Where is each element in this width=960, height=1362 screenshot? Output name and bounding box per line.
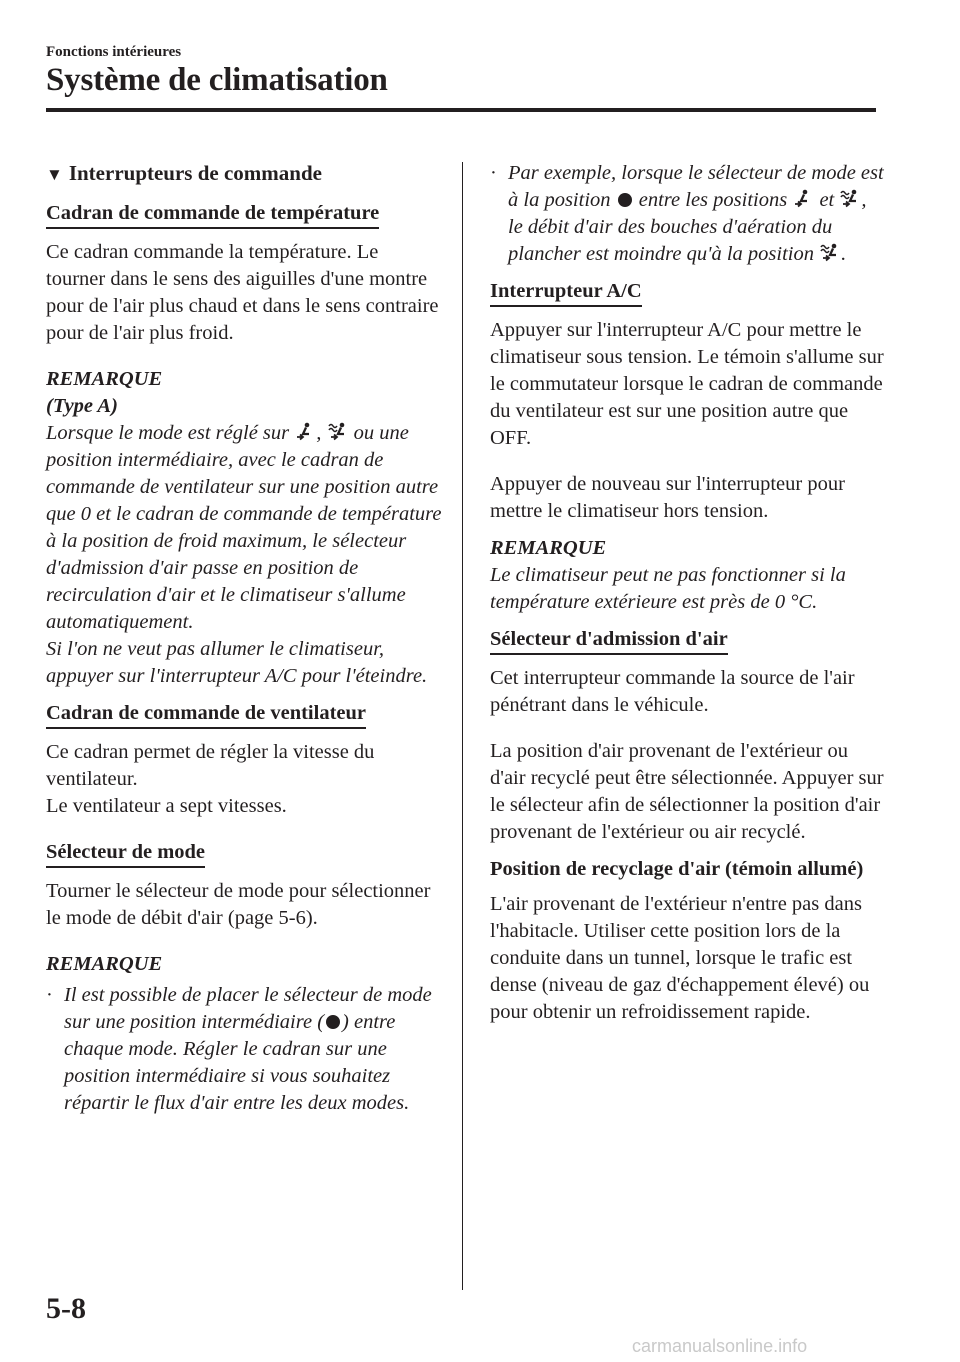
air-intake-text: Cet interrupteur commande la source de l'air pénétrant dans le véhicule. xyxy=(490,667,855,716)
floor-defrost-mode-icon xyxy=(819,243,841,263)
ac-switch-heading: Interrupteur A/C xyxy=(490,279,642,307)
right-column xyxy=(490,160,885,1036)
recirculation-text: L'air provenant de l'extérieur n'entre pas dans l'habitacle. Utiliser cette position lors de la conduite dans un tunnel, lorsque le trafic est dense (niveau de gaz d'échappement élevé) ou pour obtenir un refroidissement rapide. xyxy=(490,893,870,1023)
mode-selector-heading: Sélecteur de mode xyxy=(46,840,205,868)
section-label: Fonctions intérieures xyxy=(46,44,182,60)
note-bullet: · Il est possible de placer le sélecteur de mode sur une position intermédiaire ( ) entre chaque mode. Régler le cadran sur une position intermédiaire si vous souhaitez répartir le flux d'air entre les deux modes. xyxy=(46,982,442,1117)
fan-dial-heading: Cadran de commande de ventilateur xyxy=(46,701,366,729)
note-body: Lorsque le mode est réglé sur , ou une position intermédiaire, avec le cadran de commande de ventilateur sur une position autre que 0 et le cadran de commande de température à la position de froid maximum, le sélecteur d'admission d'air passe en position de recirculation d'air et le climatiseur s'allume automatiquement. xyxy=(46,422,442,633)
note-heading-3: REMARQUE xyxy=(490,537,607,559)
note-heading: REMARQUE xyxy=(46,368,163,390)
intermediate-position-icon xyxy=(326,1015,340,1029)
note-body-2: Si l'on ne veut pas allumer le climatiseur, appuyer sur l'interrupteur A/C pour l'éteindre. xyxy=(46,638,428,687)
page-number: 5-8 xyxy=(46,1292,86,1325)
note-body-3: Le climatiseur peut ne pas fonctionner si la température extérieure est près de 0 °C. xyxy=(490,564,846,613)
left-column xyxy=(46,160,442,1127)
ac-switch-text: Appuyer sur l'interrupteur A/C pour mettre le climatiseur sous tension. Le témoin s'allume sur le commutateur lorsque le cadran de commande du ventilateur est sur une position autre que OFF. xyxy=(490,319,884,449)
note-heading-2: REMARQUE xyxy=(46,953,163,975)
intermediate-position-icon xyxy=(618,193,632,207)
column-divider xyxy=(462,162,463,1290)
floor-defrost-mode-icon xyxy=(327,422,349,442)
page-title: Système de climatisation xyxy=(46,62,388,98)
floor-mode-icon xyxy=(792,189,814,209)
temperature-dial-text: Ce cadran commande la température. Le tourner dans le sens des aiguilles d'une montre pour de l'air plus chaud et dans le sens contraire pour de l'air plus froid. xyxy=(46,241,439,344)
watermark: carmanualsonline.info xyxy=(632,1336,808,1356)
example-bullet: · Par exemple, lorsque le sélecteur de mode est à la position entre les positions et , le débit d'air des bouches d'aération du plancher est moindre qu'à la position . xyxy=(490,160,885,268)
title-divider xyxy=(46,108,876,112)
triangle-down-icon: ▼ xyxy=(46,165,63,184)
air-intake-heading: Sélecteur d'admission d'air xyxy=(490,627,728,655)
note-type-label: (Type A) xyxy=(46,395,118,417)
mode-selector-text: Tourner le sélecteur de mode pour sélectionner le mode de débit d'air (page 5-6). xyxy=(46,880,431,929)
ac-switch-off-text: Appuyer de nouveau sur l'interrupteur pour mettre le climatiseur hors tension. xyxy=(490,473,845,522)
main-heading: ▼ Interrupteurs de commande xyxy=(46,160,442,188)
fan-dial-text: Ce cadran permet de régler la vitesse du ventilateur. xyxy=(46,741,375,790)
air-intake-selection-text: La position d'air provenant de l'extérieur ou d'air recyclé peut être sélectionnée. Appuyer sur le sélecteur afin de sélectionner la position d'air provenant de l'extérieur ou air recyclé. xyxy=(490,740,884,843)
fan-speed-text: Le ventilateur a sept vitesses. xyxy=(46,795,287,817)
bullet-dot-icon: · xyxy=(46,984,53,1006)
bullet-dot-icon: · xyxy=(490,162,497,184)
recirculation-heading: Position de recyclage d'air (témoin allumé) xyxy=(490,858,864,880)
floor-defrost-mode-icon xyxy=(839,189,861,209)
floor-mode-icon xyxy=(294,422,316,442)
temperature-dial-heading: Cadran de commande de température xyxy=(46,201,379,229)
